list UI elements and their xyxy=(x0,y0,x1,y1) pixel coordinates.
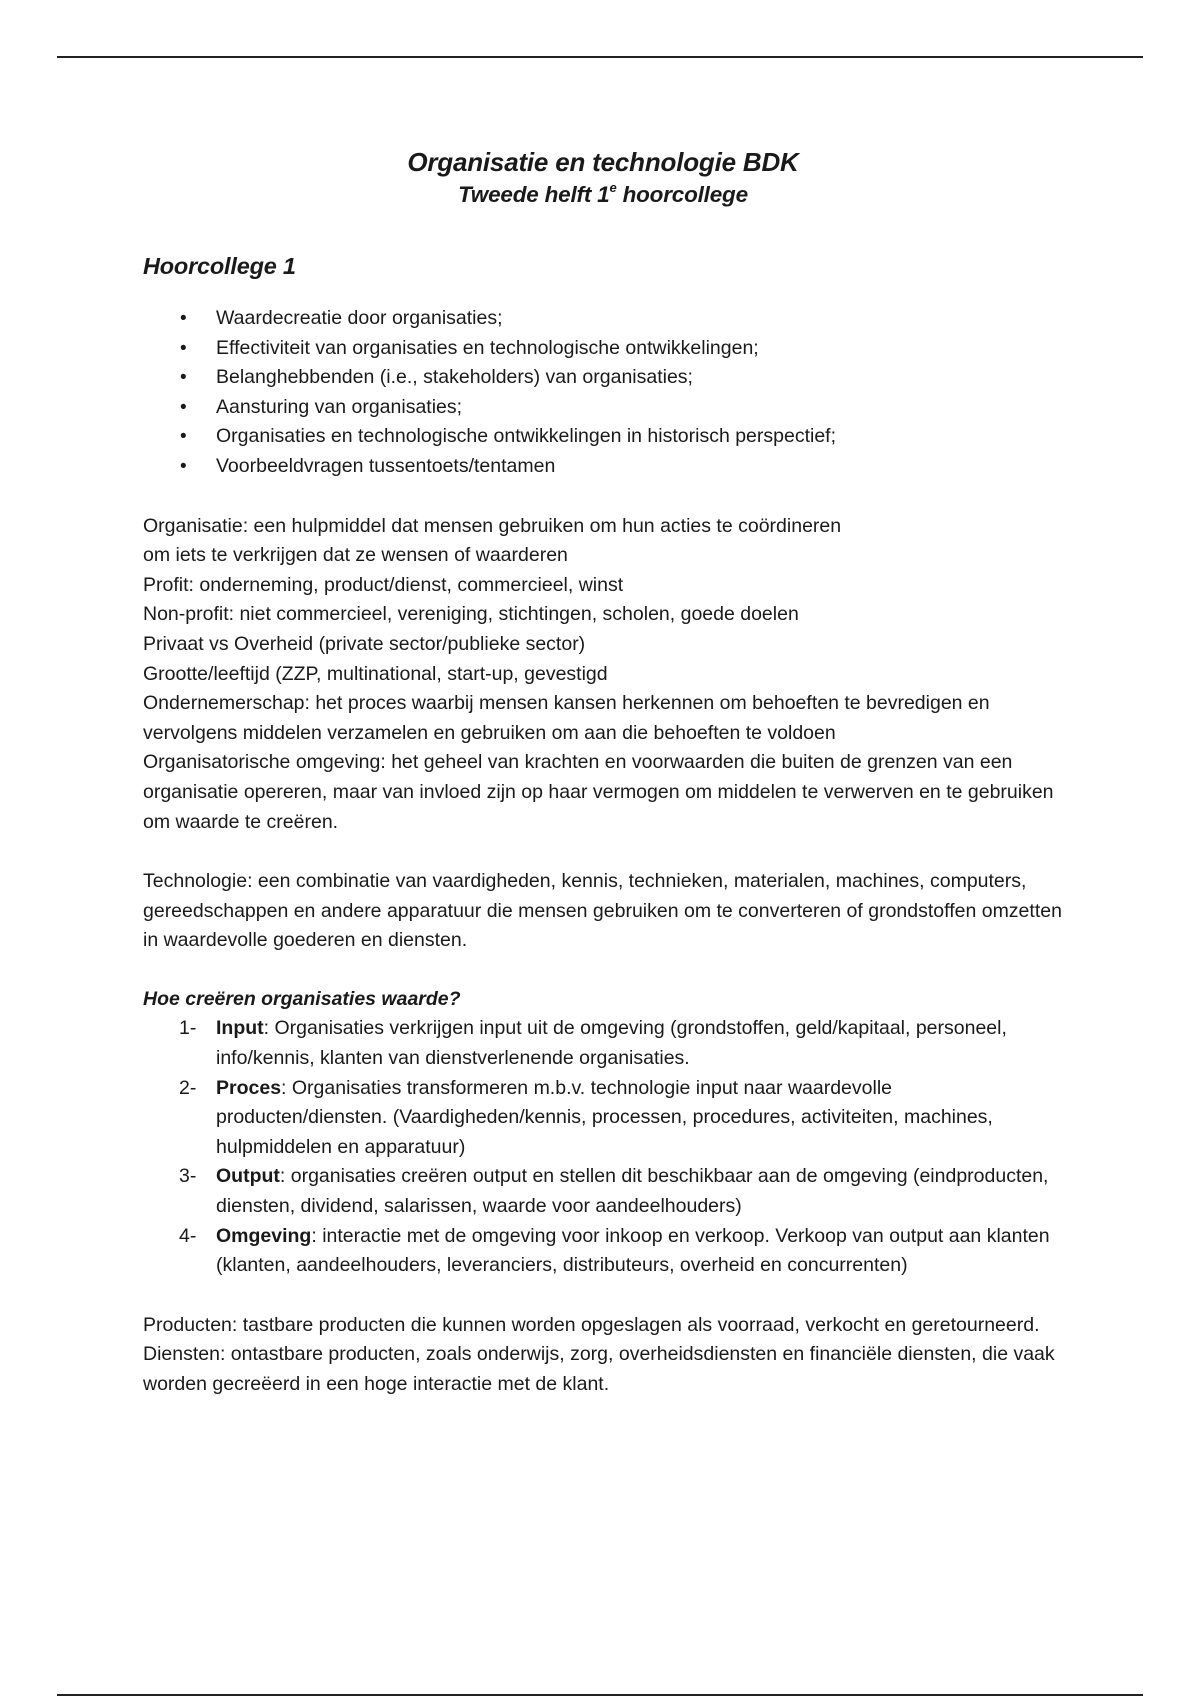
step-number: 1- xyxy=(179,1017,197,1040)
list-item: • Voorbeeldvragen tussentoets/tentamen xyxy=(216,452,1063,482)
definition-ondernemerschap: Ondernemerschap: het proces waarbij mensen kansen herkennen om behoeften te bevredigen en vervolgens middelen verzamelen en gebruiken om aan die behoeften te voldoen xyxy=(143,692,990,744)
list-item xyxy=(179,1014,1063,1073)
list-item xyxy=(179,1074,1063,1163)
list-item: • Belanghebbenden (i.e., stakeholders) van organisaties; xyxy=(216,363,1063,393)
definition-privaat: Privaat vs Overheid (private sector/publieke sector) xyxy=(143,632,586,655)
definition-grootte: Grootte/leeftijd (ZZP, multinational, start-up, gevestigd xyxy=(143,662,608,685)
list-item: • Effectiviteit van organisaties en technologische ontwikkelingen; xyxy=(216,334,1063,364)
step-number: 4- xyxy=(179,1224,197,1247)
technology-block xyxy=(143,867,1063,956)
definition-profit: Profit: onderneming, product/dienst, commercieel, winst xyxy=(143,573,624,596)
step-term: Input xyxy=(216,1017,264,1040)
step-term: Output xyxy=(216,1165,280,1188)
definition-organisatie-cont: om iets te verkrijgen dat ze wensen of waarderen xyxy=(143,544,568,567)
value-steps-list xyxy=(143,1014,1063,1280)
step-term: Proces xyxy=(216,1076,282,1099)
subtitle-superscript: e xyxy=(609,179,617,195)
definition-organisatie: Organisatie: een hulpmiddel dat mensen gebruiken om hun acties te coördineren xyxy=(143,514,842,537)
definition-diensten: Diensten: ontastbare producten, zoals onderwijs, zorg, overheidsdiensten en financiële diensten, die vaak worden gecreëerd in een hoge interactie met de klant. xyxy=(143,1343,1055,1395)
step-number: 2- xyxy=(179,1076,197,1099)
subtitle-text: Tweede helft 1 xyxy=(458,182,610,207)
document-subtitle xyxy=(143,179,1063,211)
step-text: : Organisaties transformeren m.b.v. technologie input naar waardevolle producten/diensten. (Vaardigheden/kennis, processen, procedures, activiteiten, machines, hulpmiddelen en apparatuur) xyxy=(216,1076,993,1158)
footer-rule xyxy=(57,1694,1143,1696)
definition-technologie: Technologie: een combinatie van vaardigheden, kennis, technieken, materialen, machines, computers, gereedschappen en andere apparatuur die mensen gebruiken om te converteren of grondstoffen omzetten in waardevolle goederen en diensten. xyxy=(143,870,1062,952)
document-title: Organisatie en technologie BDK xyxy=(407,147,799,177)
definitions-block xyxy=(143,512,1063,838)
step-text: : organisaties creëren output en stellen dit beschikbaar aan de omgeving (eindproducten, diensten, dividend, salarissen, waarde voor aandeelhouders) xyxy=(216,1165,1049,1218)
list-item xyxy=(179,1222,1063,1281)
section-heading: Hoorcollege 1 xyxy=(143,253,296,279)
value-heading: Hoe creëren organisaties waarde? xyxy=(143,987,461,1010)
definition-non-profit: Non-profit: niet commercieel, vereniging, stichtingen, scholen, goede doelen xyxy=(143,603,799,626)
step-term: Omgeving xyxy=(216,1224,312,1247)
list-item: • Waardecreatie door organisaties; xyxy=(216,304,1063,334)
step-number: 3- xyxy=(179,1165,197,1188)
definition-omgeving: Organisatorische omgeving: het geheel van krachten en voorwaarden die buiten de grenzen van een organisatie opereren, maar van invloed zijn op haar vermogen om middelen te verwerven en te gebruiken om waarde te creëren. xyxy=(143,751,1054,833)
list-item xyxy=(179,1162,1063,1221)
list-item: • Aansturing van organisaties; xyxy=(216,393,1063,423)
document-page xyxy=(143,145,1063,1400)
list-item: • Organisaties en technologische ontwikkelingen in historisch perspectief; xyxy=(216,422,1063,452)
step-text: : interactie met de omgeving voor inkoop en verkoop. Verkoop van output aan klanten (klanten, aandeelhouders, leveranciers, distributeurs, overheid en concurrenten) xyxy=(216,1224,1050,1277)
subtitle-text-end: hoorcollege xyxy=(616,182,748,207)
topic-list xyxy=(143,304,1063,482)
products-block xyxy=(143,1311,1063,1400)
definition-producten: Producten: tastbare producten die kunnen worden opgeslagen als voorraad, verkocht en geretourneerd. xyxy=(143,1313,1040,1336)
step-text: : Organisaties verkrijgen input uit de omgeving (grondstoffen, geld/kapitaal, personeel, info/kennis, klanten van dienstverlenende organisaties. xyxy=(216,1017,1007,1070)
header-rule xyxy=(57,56,1143,58)
